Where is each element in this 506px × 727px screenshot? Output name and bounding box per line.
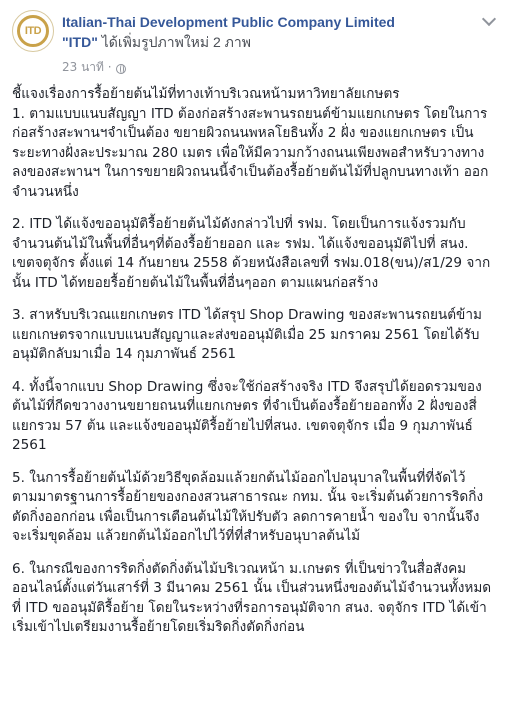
post-action-text: ได้เพิ่มรูปภาพใหม่ 2 ภาพ — [101, 34, 251, 50]
post-body — [12, 85, 494, 651]
avatar-text: ITD — [24, 25, 42, 37]
globe-icon — [116, 64, 126, 74]
post-paragraph-6: 6. ในกรณีของการริดกิ่งตัดกิ่งต้นไม้บริเวณหน้า ม.เกษตร ที่เป็นข่าวในสื่อสังคมออนไลน์ตั้งแต่วันเสาร์ที่ 3 มีนาคม 2561 นั้น เป็นส่วนหนึ่งของต้นไม้จำนวนทั้งหมดที่ ITD ขออนุมัติรื้อย้าย โดยในระหว่างที่รอการอนุมัติจาก สนง. จตุจักร ITD ได้เข้าเริ่มเข้าไปเตรียมงานรื้อย้ายโดยเริ่มริดกิ่งตัดกิ่งก่อน — [12, 560, 492, 635]
post-paragraph-5: 5. ในการรื้อย้ายต้นไม้ด้วยวิธีขุดล้อมแล้วยกต้นไม้ออกไปอนุบาลในพื้นที่ที่จัดไว้ ตามมาตรฐานการรื้อย้ายของกองสวนสาธารณะ กทม. นั้น จะเริ่มต้นด้วยการริดกิ่งตัดกิ่งออกก่อน เพื่อเป็นการเตือนต้นไม้ให้ปรับตัว ลดการคายน้ำ ของใบ จากนั้นจึงจะเริ่มขุดล้อม แล้วยกต้นไม้ออกไปไว้ที่ที่สำหรับอนุบาลต้นไม้ — [12, 469, 484, 544]
post-paragraph-1: 1. ตามแบบแนบสัญญา ITD ต้องก่อสร้างสะพานรถยนต์ข้ามแยกเกษตร โดยในการก่อสร้างสะพานฯจำเป็นต้อง ขยายผิวถนนพหลโยธินทั้ง 2 ฝั่ง ของแยกเกษตร เป็นระยะทางฝั่งละประมาณ 280 เมตร เพื่อให้มีความกว้างถนนเพียงพอสำหรับวางทางลงของสะพานฯ ในการขยายผิวถนนนี้จำเป็นต้องรื้อย้ายต้นไม้ที่ปลูกบนทางเท้า ออกจำนวนหนึ่ง — [12, 105, 489, 200]
post-paragraph-4: 4. ทั้งนี้จากแบบ Shop Drawing ซึ่งจะใช้ก่อสร้างจริง ITD จึงสรุปได้ยอดรวมของต้นไม้ที่กีดขวางงานขยายถนนที่แยกเกษตร ที่จำเป็นต้องรื้อย้ายออกทั้ง 2 ฝั่งของสี่แยกรวม 57 ต้น และแจ้งขออนุมัติรื้อย้ายไปที่สนง. เขตจตุจักร เมื่อ 9 กุมภาพันธ์ 2561 — [12, 378, 482, 453]
page-name-link[interactable]: Italian-Thai Development Public Company Limited — [62, 14, 395, 30]
chevron-down-icon[interactable] — [482, 12, 496, 26]
timestamp-text[interactable]: 23 นาที · — [62, 60, 112, 74]
page-short-name-link[interactable]: "ITD" — [62, 34, 98, 50]
post-paragraph-3: 3. สาหรับบริเวณแยกเกษตร ITD ได้สรุป Shop Drawing ของสะพานรถยนต์ข้ามแยกเกษตรจากแบบแนบสัญญาและส่งขออนุมัติเมื่อ 25 มกราคม 2561 โดยได้รับอนุมัติกลับมาเมื่อ 14 กุมภาพันธ์ 2561 — [12, 307, 482, 362]
author-line — [62, 12, 466, 52]
post-paragraph-2: 2. ITD ได้แจ้งขออนุมัติรื้อย้ายต้นไม้ดังกล่าวไปที่ รฟม. โดยเป็นการแจ้งรวมกับจำนวนต้นไม้ในพื้นที่อื่นๆที่ต้องรื้อย้ายออก และ รฟม. ได้แจ้งขออนุมัติไปที่ สนง. เขตจตุจักร ตั้งแต่ 14 กันยายน 2558 ด้วยหนังสือเลขที่ รฟม.018(ขน)/ส1/29 จากนั้น ITD ได้ทยอยรื้อย้ายต้นไม้ในพื้นที่อื่นๆออก ตามแผนก่อสร้าง — [12, 216, 491, 291]
post-timestamp[interactable] — [62, 58, 126, 77]
post-title: ชี้แจงเรื่องการรื้อย้ายต้นไม้ที่ทางเท้าบริเวณหน้ามหาวิทยาลัยเกษตร — [12, 86, 400, 102]
itd-logo-icon — [17, 15, 49, 47]
page-avatar[interactable] — [12, 10, 54, 52]
post-header — [0, 0, 506, 82]
